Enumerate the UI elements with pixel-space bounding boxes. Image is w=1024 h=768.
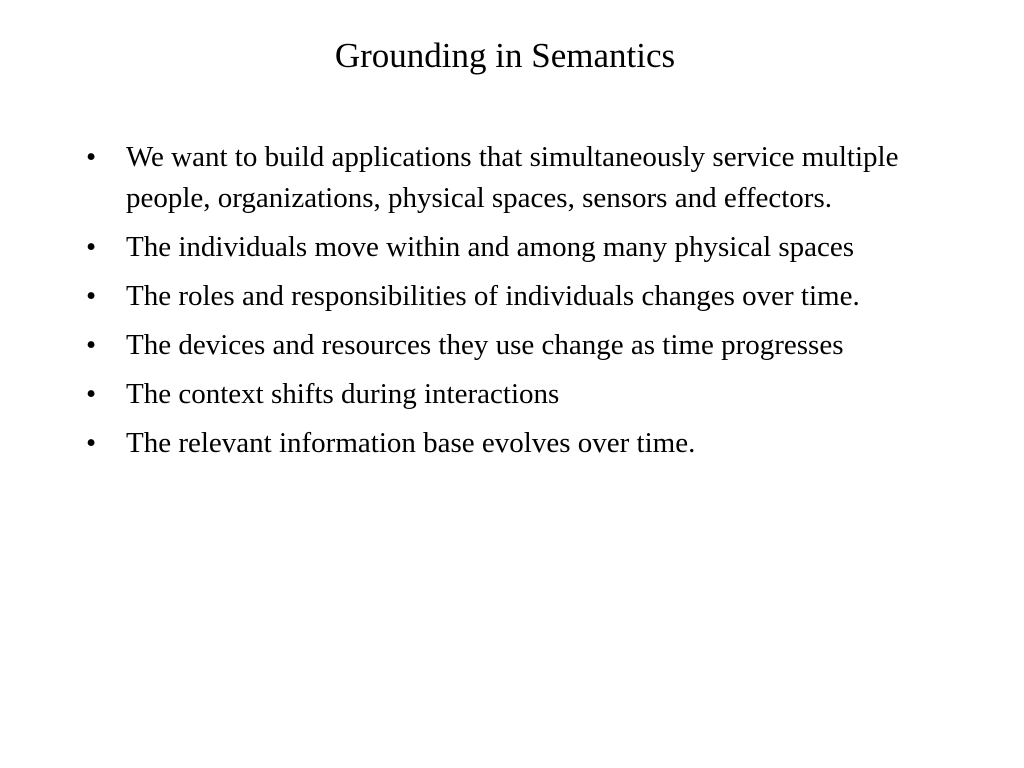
bullet-text: The relevant information base evolves over time. (126, 427, 696, 459)
bullet-text: The individuals move within and among many physical spaces (126, 231, 855, 263)
bullet-marker: • (86, 427, 97, 459)
bullet-item (86, 137, 936, 219)
bullet-text: The devices and resources they use change as time progresses (126, 329, 844, 361)
bullet-marker: • (86, 329, 97, 361)
bullet-item (86, 423, 936, 464)
bullet-list (86, 137, 936, 472)
bullet-marker: • (86, 378, 97, 410)
bullet-text: We want to build applications that simultaneously service multiple people, organizations, physical spaces, sensors and effectors. (126, 141, 899, 214)
bullet-item (86, 325, 936, 366)
bullet-item (86, 374, 936, 415)
slide-title: Grounding in Semantics (334, 36, 676, 75)
bullet-marker: • (86, 231, 97, 263)
bullet-item (86, 227, 936, 268)
bullet-text: The context shifts during interactions (126, 378, 560, 410)
bullet-text: The roles and responsibilities of individuals changes over time. (126, 280, 860, 312)
bullet-item (86, 276, 936, 317)
bullet-marker: • (86, 280, 97, 312)
bullet-marker: • (86, 141, 97, 173)
